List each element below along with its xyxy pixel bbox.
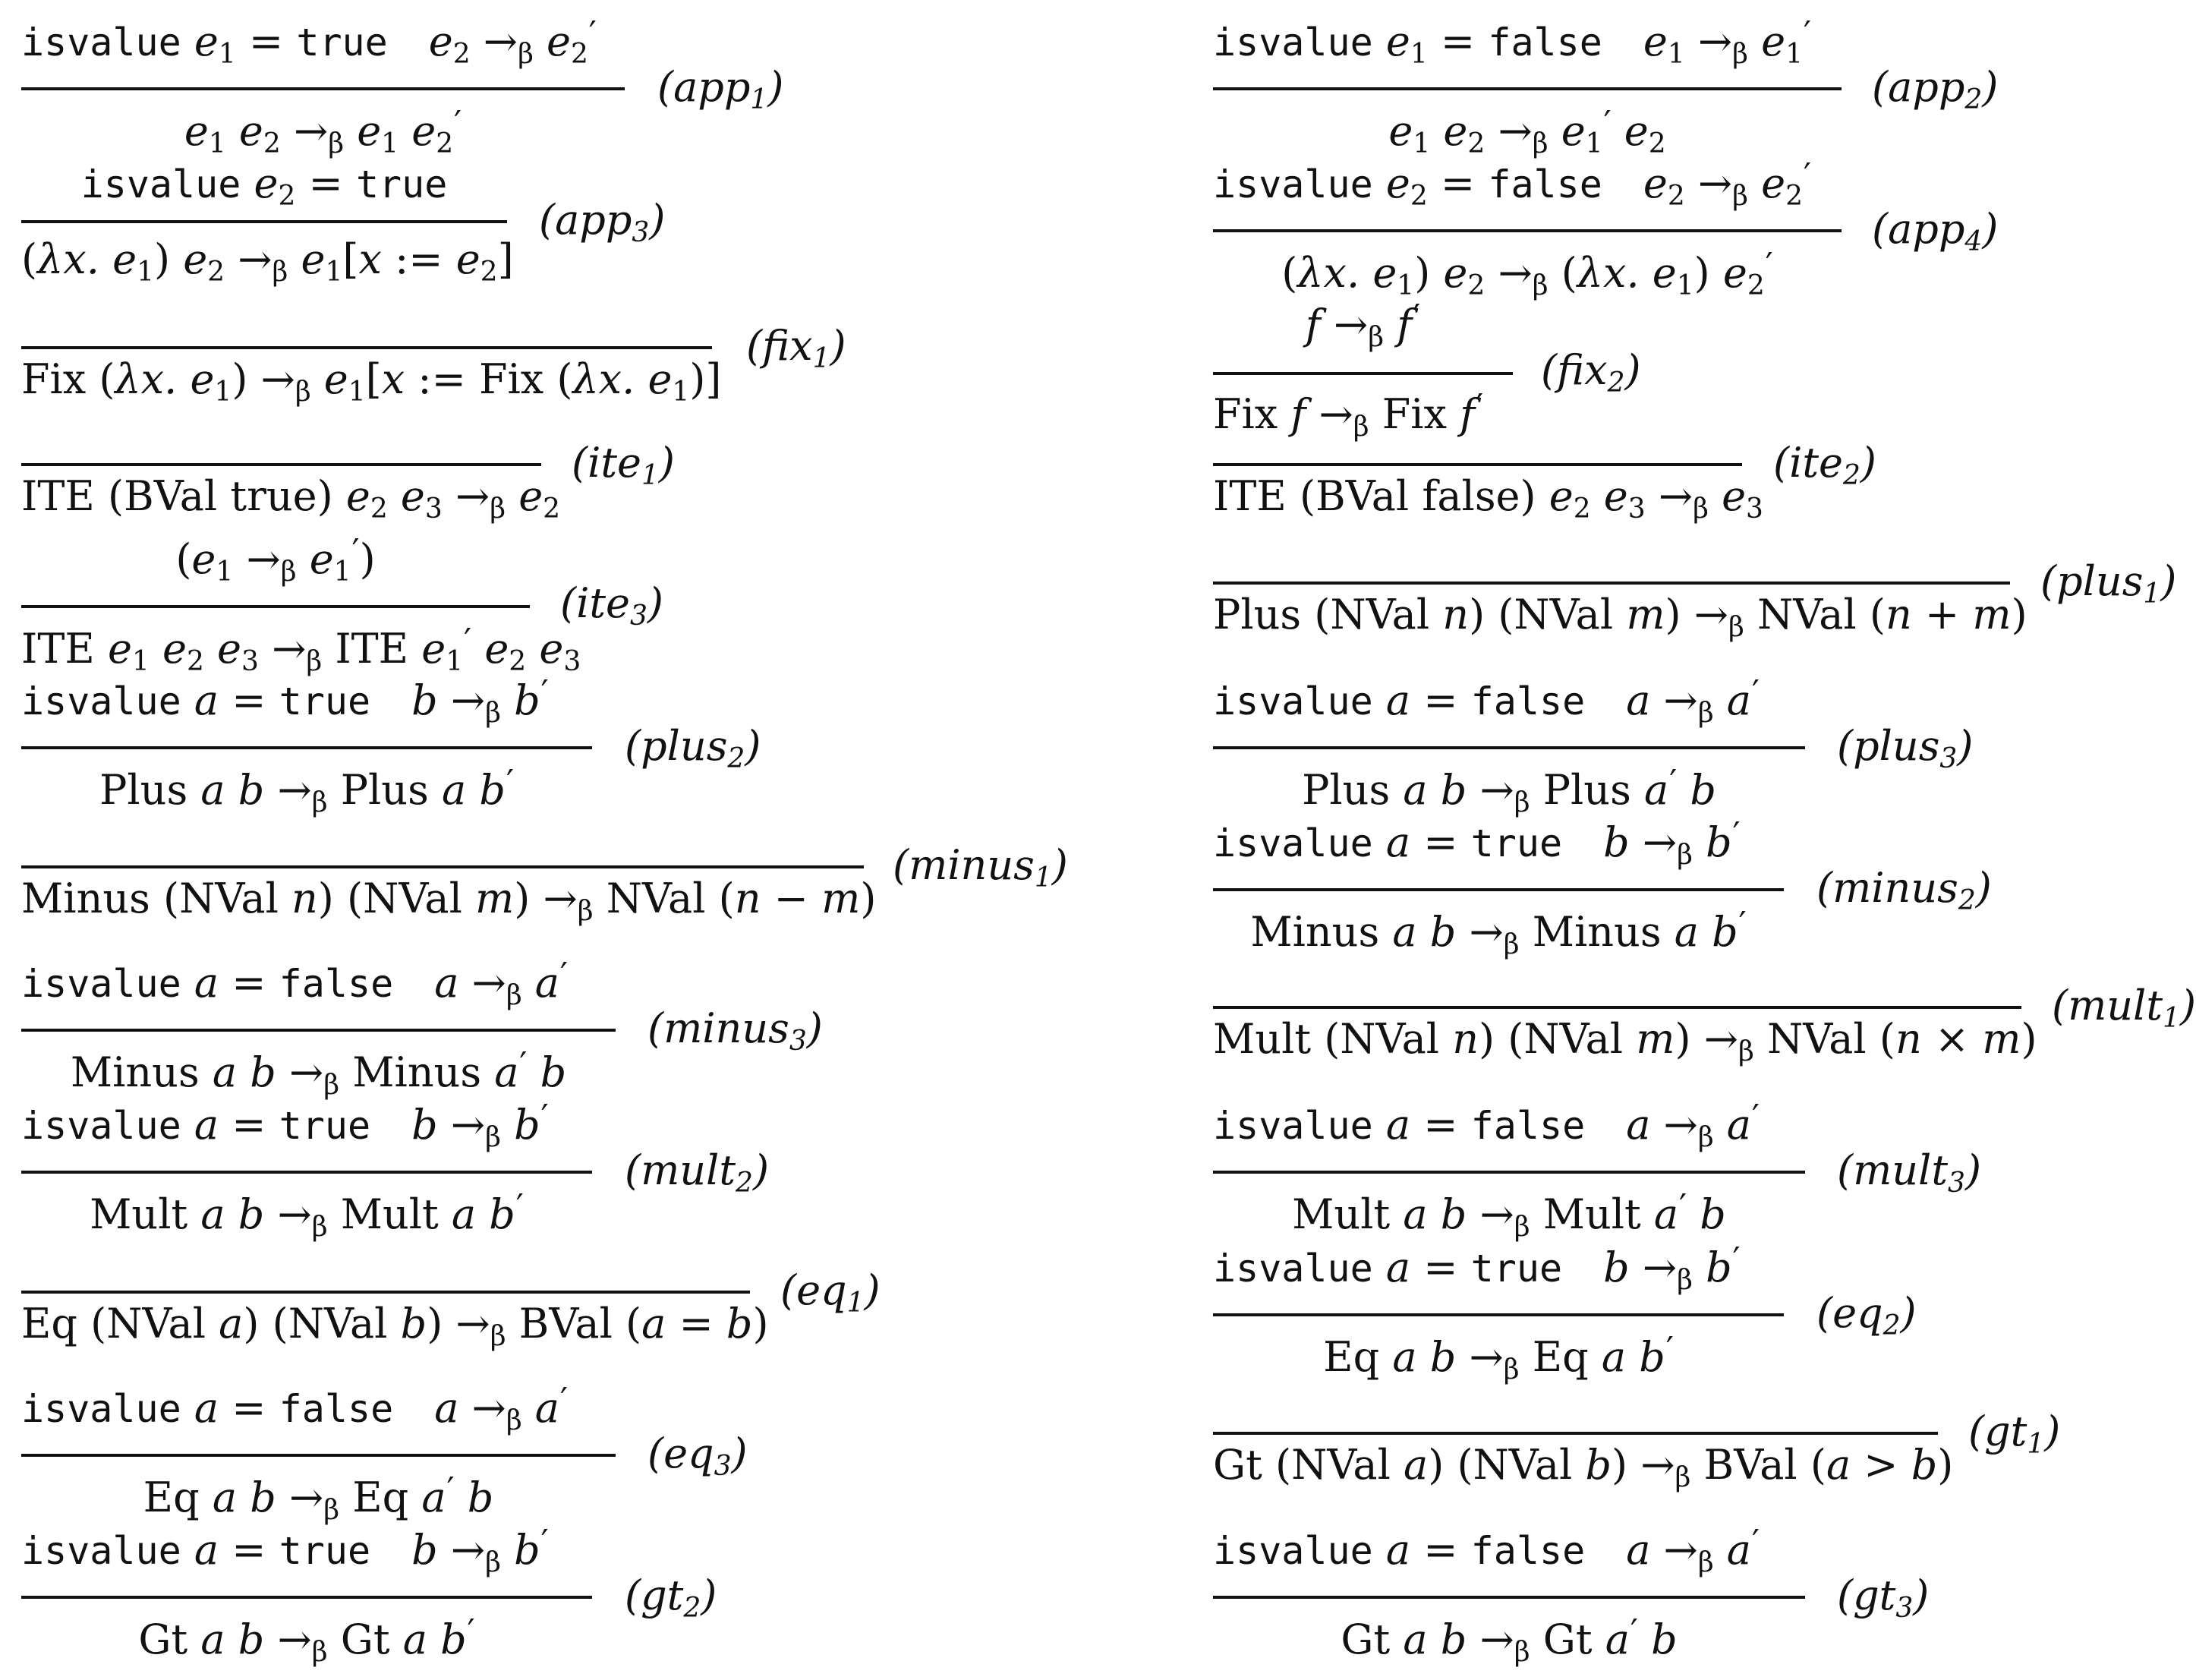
inference-bar — [1213, 582, 2010, 585]
inference-bar — [1213, 372, 1513, 375]
inference-bar — [21, 1291, 750, 1294]
inference-bar — [21, 1171, 592, 1174]
inference-bar — [1213, 1432, 1938, 1435]
inference-bar — [21, 87, 625, 90]
inference-bar — [21, 1454, 616, 1457]
rule-name: $(gt_2)$ — [625, 1571, 717, 1624]
rule-name: (app$_4$) — [1872, 205, 1999, 257]
rule-premise: isvalue a = false $a \to_\beta$ a′ — [1213, 1098, 1760, 1153]
rule-name: $(gt_3)$ — [1837, 1571, 1930, 1624]
rule-name: (ite$_3$) — [560, 579, 663, 632]
rule-premise: isvalue a = false $a \to_\beta$ a′ — [21, 956, 568, 1011]
rule-premise: ($e_1 \to_\beta$ $e_1'$) — [175, 532, 376, 588]
rule-conclusion: Mult a $b \to_\beta$ Mult a b′ — [90, 1187, 524, 1243]
rule-premise: isvalue a = false $a \to_\beta$ a′ — [21, 1381, 568, 1436]
rule-premise: isvalue a = false $a \to_\beta$ a′ — [1213, 1523, 1760, 1578]
rule-name: $(eq_2)$ — [1816, 1289, 1917, 1341]
rule-name: (mult$_2$) — [625, 1146, 770, 1199]
rule-name: (plus$_1$) — [2040, 557, 2177, 610]
rule-premise: isvalue a = true $b \to_\beta$ b′ — [1213, 1240, 1741, 1296]
rule-conclusion: Gt a $b \to_\beta$ Gt a b′ — [138, 1612, 475, 1668]
inference-bar — [21, 1029, 616, 1032]
rule-name: $(eq_1)$ — [780, 1266, 881, 1319]
inference-bar — [1213, 1006, 2021, 1009]
rule-conclusion: Gt (NVal a) (NVal $b) \to_\beta$ BVal (a > b) — [1213, 1441, 1954, 1493]
inference-bar — [21, 865, 864, 868]
rule-premise: isvalue a = true $b \to_\beta$ b′ — [21, 1523, 549, 1578]
rule-premise: isvalue $e_1$ = false $e_1 \to_\beta$ $e_1'$ — [1213, 14, 1812, 70]
inference-bar — [21, 746, 592, 749]
rule-conclusion: Gt a $b \to_\beta$ Gt a′ b — [1341, 1612, 1678, 1668]
rule-name: (minus$_3$) — [647, 1004, 823, 1057]
rule-conclusion: ITE (BVal true) $e_2$ $e_3 \to_\beta$ $e_2$ — [21, 472, 561, 525]
rule-conclusion: ITE $e_1$ $e_2$ $e_3 \to_\beta$ ITE $e_1'$ $e_2$ $e_3$ — [21, 622, 581, 677]
rule-premise: isvalue a = true $b \to_\beta$ b′ — [1213, 815, 1741, 871]
rule-name: (app$_3$) — [539, 196, 666, 248]
inference-bar — [1213, 463, 1742, 466]
rule-name: (plus$_3$) — [1837, 722, 1974, 774]
rule-conclusion: Plus (NVal n) (NVal $m) \to_\beta$ NVal (n + m) — [1213, 591, 2027, 643]
rule-conclusion: Fix $f \to_\beta$ Fix f′ — [1213, 387, 1484, 443]
inference-bar — [21, 463, 541, 466]
rule-name: (app$_2$) — [1872, 63, 1999, 115]
rule-name: (minus$_2$) — [1816, 864, 1992, 916]
inference-bar — [1213, 1313, 1784, 1316]
inference-bar — [1213, 87, 1842, 90]
rule-name: (ite$_1$) — [572, 439, 675, 491]
rule-conclusion: (λx. $e_1$) $e_2 \to_\beta$ (λx. $e_1$) $e_2'$ — [1281, 246, 1773, 301]
rule-conclusion: $e_1$ $e_2 \to_\beta$ $e_1'$ $e_2$ — [1388, 104, 1666, 159]
rule-conclusion: (λx. $e_1$) $e_2 \to_\beta$ $e_1[x$ := $e_2$] — [21, 235, 514, 288]
rule-premise: isvalue $e_2$ = false $e_2 \to_\beta$ $e_2'$ — [1213, 156, 1812, 212]
rule-premise: isvalue a = true $b \to_\beta$ b′ — [21, 1098, 549, 1153]
inference-bar — [21, 220, 507, 223]
rule-premise: isvalue a = false $a \to_\beta$ a′ — [1213, 673, 1760, 729]
rule-name: $(gt_1)$ — [1968, 1407, 2061, 1460]
rule-conclusion: Mult a $b \to_\beta$ Mult a′ b — [1292, 1187, 1726, 1243]
rule-name: (fix$_2$) — [1541, 346, 1641, 399]
inference-bar — [21, 346, 712, 349]
rule-conclusion: Eq a $b \to_\beta$ Eq a b′ — [1323, 1330, 1674, 1385]
rule-name: (ite$_2$) — [1773, 439, 1876, 491]
rule-conclusion: Plus a $b \to_\beta$ Plus a′ b — [1302, 763, 1716, 818]
rule-name: (mult$_3$) — [1837, 1146, 1982, 1199]
rule-conclusion: ITE (BVal false) $e_2$ $e_3 \to_\beta$ $e_3$ — [1213, 472, 1763, 525]
rule-name: (minus$_1$) — [893, 841, 1068, 894]
rule-premise: $f \to_\beta$ f′ — [1305, 298, 1421, 353]
rule-name: (plus$_2$) — [625, 722, 761, 774]
rule-conclusion: Mult (NVal n) (NVal $m) \to_\beta$ NVal (n × m) — [1213, 1015, 2037, 1067]
rule-conclusion: $e_1$ $e_2 \to_\beta$ $e_1$ $e_2'$ — [184, 104, 462, 159]
rule-conclusion: Minus (NVal n) (NVal $m) \to_\beta$ NVal (n − m) — [21, 875, 877, 927]
rule-name: (fix$_1$) — [746, 322, 846, 374]
rule-premise: isvalue a = true $b \to_\beta$ b′ — [21, 673, 549, 729]
rule-premise: isvalue $e_2$ = true — [80, 159, 448, 212]
inference-bar — [1213, 746, 1805, 749]
inference-bar — [1213, 1596, 1805, 1599]
rule-name: (app$_1$) — [657, 63, 784, 115]
rule-conclusion: Minus a $b \to_\beta$ Minus a b′ — [1250, 905, 1747, 960]
rule-conclusion: Plus a $b \to_\beta$ Plus a b′ — [99, 763, 514, 818]
rule-name: $(eq_3)$ — [647, 1429, 748, 1482]
inference-bar — [21, 1596, 592, 1599]
inference-bar — [21, 605, 530, 608]
rule-conclusion: Minus a $b \to_\beta$ Minus a′ b — [70, 1045, 567, 1101]
rule-conclusion: Eq (NVal a) (NVal $b) \to_\beta$ BVal (a = b) — [21, 1300, 769, 1352]
rule-conclusion: Fix (λx. $e_1) \to_\beta$ $e_1[x$ := Fix (λx. $e_1$)] — [21, 355, 722, 408]
rule-conclusion: Eq a $b \to_\beta$ Eq a′ b — [143, 1470, 494, 1526]
inference-bar — [1213, 229, 1842, 232]
rule-premise: isvalue $e_1$ = true $e_2 \to_\beta$ $e_2'$ — [21, 14, 597, 70]
rule-name: (mult$_1$) — [2052, 982, 2196, 1034]
inference-bar — [1213, 1171, 1805, 1174]
inference-bar — [1213, 888, 1784, 891]
